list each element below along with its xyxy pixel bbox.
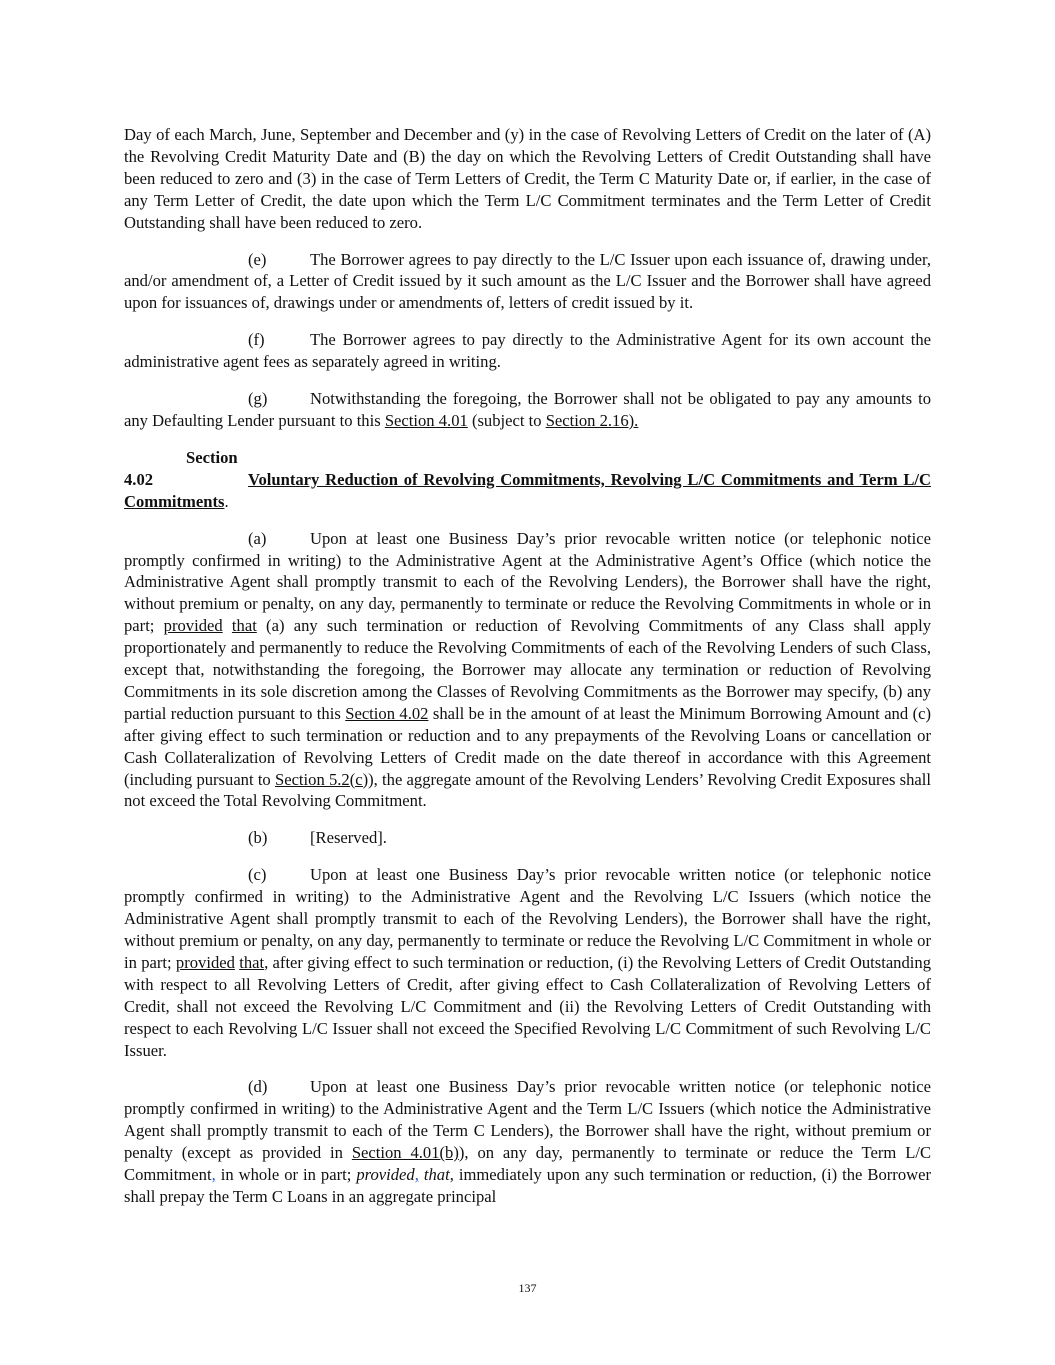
section-title: Voluntary Reduction of Revolving Commitments, Revolving L/C Commitments and Term L/C Commitments xyxy=(124,469,931,511)
section-reference: Section 4.01(b) xyxy=(351,1143,459,1163)
paragraph-c: (c) Upon at least one Business Day’s prior revocable written notice (or telephonic notice promptly confirmed in writing) to the Administrative Agent and the Revolving L/C Issuers (which notice the Administrative Agent shall promptly transmit to each of the Revolving Lenders), the Borrower shall have the right, without premium or penalty, on any day, permanently to terminate or reduce the Revolving L/C Commitment in whole or in part; provided that, after giving effect to such termination or reduction, (i) the Revolving Letters of Credit Outstanding with respect to all Revolving Letters of Credit, after giving effect to Cash Collateralization of Revolving Letters of Credit, shall not exceed the Revolving L/C Commitment and (ii) the Revolving Letters of Credit Outstanding with respect to each Revolving L/C Issuer shall not exceed the Specified Revolving L/C Commitment of such Revolving L/C Issuer. xyxy=(124,865,931,1060)
paragraph-g: (g) Notwithstanding the foregoing, the Borrower shall not be obligated to pay any amounts to any Defaulting Lender pursuant to this Section 4.01 (subject to Section 2.16). xyxy=(124,389,931,430)
page-number: 137 xyxy=(518,1281,537,1295)
paragraph-a: (a) Upon at least one Business Day’s prior revocable written notice (or telephonic notice promptly confirmed in writing) to the Administrative Agent at the Administrative Agent’s Office (which notice the Administrative Agent shall promptly transmit to each of the Revolving Lenders), the Borrower shall have the right, without premium or penalty, on any day, permanently to terminate or reduce the Revolving Commitments in whole or in part; provided that (a) any such termination or reduction of Revolving Commitments of any Class shall apply proportionately and permanently to reduce the Revolving Commitments of each of the Revolving Lenders of such Class, except that, notwithstanding the foregoing, the Borrower may allocate any termination or reduction of Revolving Commitments in its sole discretion among the Classes of Revolving Commitments as the Borrower may specify, (b) any partial reduction pursuant to this Section 4.02 shall be in the amount of at least the Minimum Borrowing Amount and (c) after giving effect to such termination or reduction and to any prepayments of the Revolving Loans or cancellation or Cash Collateralization of Revolving Letters of Credit made on the date thereof in accordance with this Agreement (including pursuant to Section 5.2(c)), the aggregate amount of the Revolving Lenders’ Revolving Credit Exposures shall not exceed the Total Revolving Commitment. xyxy=(124,528,932,811)
revision-mark: , xyxy=(211,1165,216,1185)
paragraph-b: (b) [Reserved]. xyxy=(248,828,387,848)
paragraph-d: (d) Upon at least one Business Day’s prior revocable written notice (or telephonic notice promptly confirmed in writing) to the Administrative Agent and the Term L/C Issuers (which notice the Administrative Agent shall promptly transmit to each of the Term C Lenders), the Borrower shall have the right, without premium or penalty (except as provided in Section 4.01(b)), on any day, permanently to terminate or reduce the Term L/C Commitment, in whole or in part; provided, that, immediately upon any such termination or reduction, (i) the Borrower shall prepay the Term C Loans in an aggregate principal xyxy=(124,1077,932,1206)
paragraph-e: (e) The Borrower agrees to pay directly to the L/C Issuer upon each issuance of, drawing under, and/or amendment of, a Letter of Credit issued by it such amount as the L/C Issuer and the Borrower shall have agreed upon for issuances of, drawings under or amendments of, letters of credit issued by it. xyxy=(124,249,931,313)
paragraph-label: (a) xyxy=(248,528,267,548)
provided-term: provided xyxy=(163,616,223,636)
paragraph-label: (e) xyxy=(248,249,267,269)
provided-term: provided xyxy=(356,1165,415,1185)
that-term: that xyxy=(423,1165,450,1185)
section-reference: Section 5.2(c) xyxy=(274,769,369,789)
paragraph-label: (c) xyxy=(248,865,267,885)
section-heading: Section 4.02 Voluntary Reduction of Revolving Commitments, Revolving L/C Commitments and Term L/C Commitments. xyxy=(124,447,931,511)
revision-mark: , xyxy=(414,1165,419,1185)
paragraph-label: (f) xyxy=(248,330,265,350)
paragraph-label: (g) xyxy=(248,389,268,409)
section-reference: Section 4.02 xyxy=(345,703,429,723)
paragraph-label: (d) xyxy=(248,1077,268,1097)
paragraph-intro: Day of each March, June, September and December and (y) in the case of Revolving Letters of Credit on the later of (A) the Revolving Credit Maturity Date and (B) the day on which the Revolving Letters of Credit Outstanding shall have been reduced to zero and (3) in the case of Term Letters of Credit, the Term C Maturity Date or, if earlier, in the case of any Term Letter of Credit, the date upon which the Term L/C Commitment terminates and the Term Letter of Credit Outstanding shall have been reduced to zero. xyxy=(124,125,931,232)
paragraph-f: (f) The Borrower agrees to pay directly to the Administrative Agent for its own account the administrative agent fees as separately agreed in writing. xyxy=(124,330,931,372)
that-term: that xyxy=(231,616,257,636)
provided-term: provided xyxy=(175,952,235,972)
paragraph-label: (b) xyxy=(248,828,268,848)
section-reference: Section 4.01 xyxy=(384,410,468,430)
section-reference: Section 2.16). xyxy=(545,410,639,430)
document-body xyxy=(124,124,931,1223)
that-term: that xyxy=(239,952,265,972)
section-number: Section 4.02 xyxy=(124,447,238,489)
